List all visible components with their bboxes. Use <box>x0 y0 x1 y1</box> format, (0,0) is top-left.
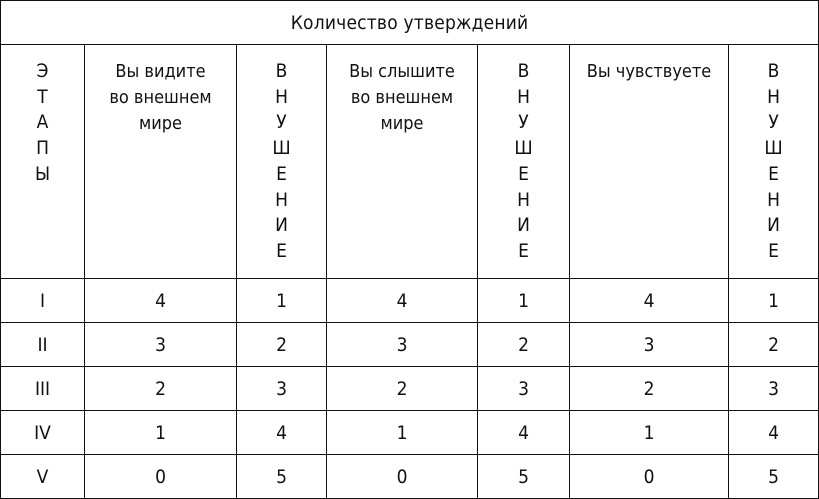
header-suggestion-1-label: В Н У Ш Е Н И Е <box>272 60 291 262</box>
stage-label: I <box>1 279 85 323</box>
cell-suggestion-1: 4 <box>237 411 327 455</box>
cell-see: 0 <box>85 455 237 499</box>
header-stages-label: Э Т А П Ы <box>34 60 51 185</box>
stage-label: V <box>1 455 85 499</box>
cell-suggestion-3: 2 <box>729 323 819 367</box>
cell-hear: 3 <box>327 323 478 367</box>
title-row <box>1 1 819 45</box>
cell-suggestion-1: 5 <box>237 455 327 499</box>
header-hear <box>327 45 478 279</box>
stage-label: III <box>1 367 85 411</box>
header-suggestion-2 <box>478 45 570 279</box>
header-see-label: Вы видите во внешнем мире <box>109 61 212 134</box>
cell-feel: 3 <box>570 323 729 367</box>
cell-suggestion-1: 1 <box>237 279 327 323</box>
table-row <box>1 323 819 367</box>
table-row <box>1 411 819 455</box>
table-title: Количество утверждений <box>1 1 819 45</box>
header-row <box>1 45 819 279</box>
cell-suggestion-3: 3 <box>729 367 819 411</box>
cell-hear: 1 <box>327 411 478 455</box>
cell-suggestion-1: 2 <box>237 323 327 367</box>
cell-feel: 1 <box>570 411 729 455</box>
cell-see: 3 <box>85 323 237 367</box>
cell-feel: 2 <box>570 367 729 411</box>
cell-see: 4 <box>85 279 237 323</box>
stage-label: IV <box>1 411 85 455</box>
cell-suggestion-3: 1 <box>729 279 819 323</box>
cell-suggestion-2: 4 <box>478 411 570 455</box>
header-hear-label: Вы слышите во внешнем мире <box>349 61 455 134</box>
table-row <box>1 367 819 411</box>
cell-suggestion-3: 5 <box>729 455 819 499</box>
cell-feel: 0 <box>570 455 729 499</box>
cell-suggestion-2: 5 <box>478 455 570 499</box>
header-stages <box>1 45 85 279</box>
table-row <box>1 279 819 323</box>
header-suggestion-1 <box>237 45 327 279</box>
cell-suggestion-1: 3 <box>237 367 327 411</box>
cell-suggestion-2: 1 <box>478 279 570 323</box>
cell-hear: 0 <box>327 455 478 499</box>
header-feel <box>570 45 729 279</box>
stage-label: II <box>1 323 85 367</box>
header-feel-label: Вы чувствуете <box>586 61 712 82</box>
header-suggestion-3-label: В Н У Ш Е Н И Е <box>764 60 783 262</box>
cell-see: 2 <box>85 367 237 411</box>
header-suggestion-2-label: В Н У Ш Е Н И Е <box>514 60 533 262</box>
cell-suggestion-2: 3 <box>478 367 570 411</box>
cell-hear: 2 <box>327 367 478 411</box>
cell-suggestion-2: 2 <box>478 323 570 367</box>
table-row <box>1 455 819 499</box>
cell-see: 1 <box>85 411 237 455</box>
cell-feel: 4 <box>570 279 729 323</box>
header-see <box>85 45 237 279</box>
cell-hear: 4 <box>327 279 478 323</box>
cell-suggestion-3: 4 <box>729 411 819 455</box>
header-suggestion-3 <box>729 45 819 279</box>
